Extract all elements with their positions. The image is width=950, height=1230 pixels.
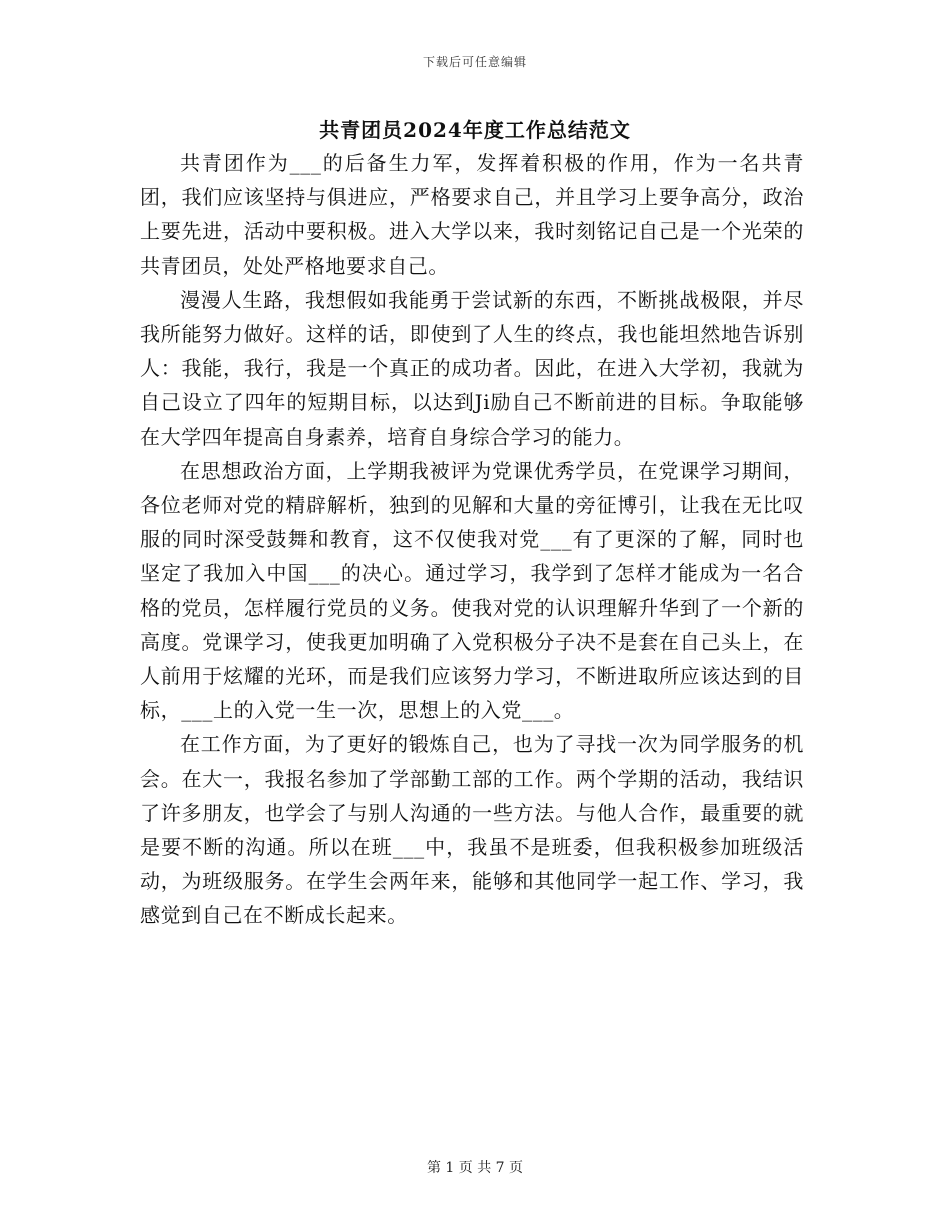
paragraph-1: 共青团作为___的后备生力军，发挥着积极的作用，作为一名共青团，我们应该坚持与俱进应，严格要求自己，并且学习上要争高分，政治上要先进，活动中要积极。进入大学以来，我时刻铭记自己是一个光荣的共青团员，处处严格地要求自己。 bbox=[140, 151, 804, 278]
page-indicator: 第 1 页 共 7 页 bbox=[426, 1160, 524, 1176]
document-title: 共青团员2024年度工作总结范文 bbox=[319, 118, 631, 142]
paragraph-3: 在思想政治方面，上学期我被评为党课优秀学员，在党课学习期间，各位老师对党的精辟解析，独到的见解和大量的旁征博引，让我在无比叹服的同时深受鼓舞和教育，这不仅使我对党___有了更深的了解，同时也坚定了我加入中国___的决心。通过学习，我学到了怎样才能成为一名合格的党员，怎样履行党员的义务。使我对党的认识理解升华到了一个新的高度。党课学习，使我更加明确了入党积极分子决不是套在自己头上，在人前用于炫耀的光环，而是我们应该努力学习，不断进取所应该达到的目标，___上的入党一生一次，思想上的入党___。 bbox=[140, 458, 804, 723]
document-body bbox=[140, 146, 804, 933]
header-note: 下载后可任意编辑 bbox=[422, 55, 527, 69]
paragraph-2: 漫漫人生路，我想假如我能勇于尝试新的东西，不断挑战极限，并尽我所能努力做好。这样的话，即使到了人生的终点，我也能坦然地告诉别人：我能，我行，我是一个真正的成功者。因此，在进入大学初，我就为自己设立了四年的短期目标，以达到Ji励自己不断前进的目标。争取能够在大学四年提高自身素养，培育自身综合学习的能力。 bbox=[140, 287, 804, 449]
paragraph-4: 在工作方面，为了更好的锻炼自己，也为了寻找一次为同学服务的机会。在大一，我报名参加了学部勤工部的工作。两个学期的活动，我结识了许多朋友，也学会了与别人沟通的一些方法。与他人合作，最重要的就是要不断的沟通。所以在班___中，我虽不是班委，但我积极参加班级活动，为班级服务。在学生会两年来，能够和其他同学一起工作、学习，我感觉到自己在不断成长起来。 bbox=[140, 732, 804, 928]
